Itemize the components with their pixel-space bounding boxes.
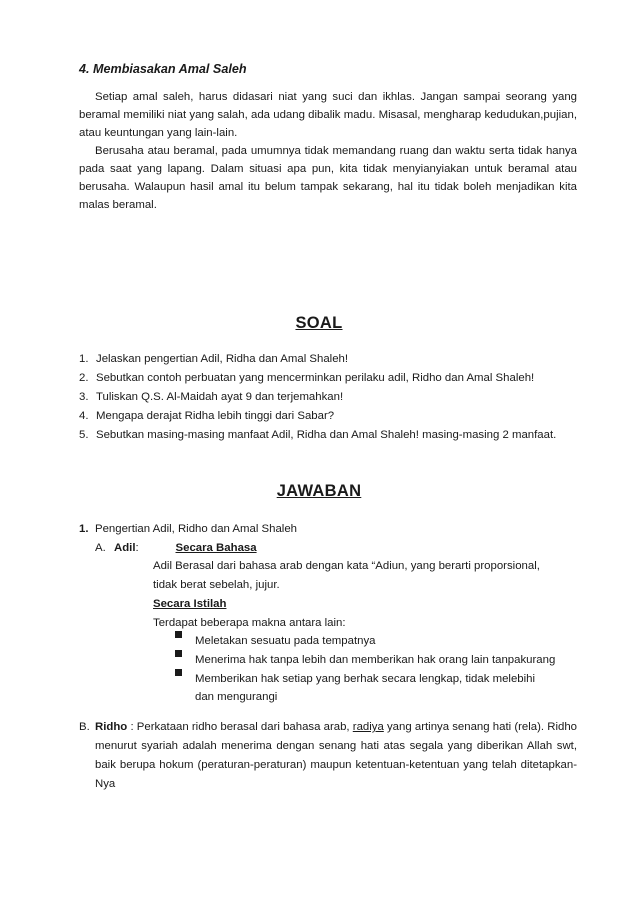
list-item	[79, 407, 599, 426]
bullet-list	[153, 632, 599, 707]
list-number: 5.	[79, 429, 89, 441]
list-text: Tuliskan Q.S. Al-Maidah ayat 9 dan terjemahkan!	[96, 391, 344, 403]
list-item	[79, 388, 599, 407]
list-text: Sebutkan masing-masing manfaat Adil, Ridha dan Amal Shaleh! masing-masing 2 manfaat.	[96, 429, 557, 441]
ridho-arabic-word: radiya	[352, 721, 384, 733]
adil-row	[79, 539, 599, 558]
soal-list	[79, 350, 599, 445]
bullet-text: Memberikan hak setiap yang berhak secara lengkap, tidak melebihi	[195, 672, 536, 685]
list-item	[79, 369, 599, 388]
sub-label: B.	[79, 721, 90, 733]
adil-separator: :	[135, 541, 139, 554]
paragraph: Berusaha atau beramal, pada umumnya tidak memandang ruang dan waktu serta tidak hanya pada saat yang lapang. Dalam situasi apa pun, kita tidak menyianyiakan untuk beramal atau berusaha. Walaupun hasil amal itu belum tampak sekarang, hal itu tidak boleh menjadikan kita malas beramal.	[79, 145, 577, 211]
jawaban-content	[79, 520, 599, 707]
bullet-text: Meletakan sesuatu pada tempatnya	[195, 635, 376, 648]
list-item	[175, 651, 599, 670]
jawaban-heading: JAWABAN	[276, 482, 362, 500]
text-line: tidak berat sebelah, jujur.	[153, 579, 280, 592]
adil-definition	[79, 557, 599, 707]
ridho-paragraph	[79, 718, 577, 794]
adil-term: Adil	[114, 541, 136, 554]
list-number: 4.	[79, 410, 89, 422]
text-line: Adil Berasal dari bahasa arab dengan kata “Adiun, yang berarti proporsional,	[153, 560, 540, 573]
bullet-continuation: dan mengurangi	[195, 691, 278, 704]
sub-label: A.	[95, 541, 106, 554]
paragraph: Setiap amal saleh, harus didasari niat yang suci dan ikhlas. Jangan sampai seorang yang beramal memiliki niat yang salah, ada udang dibalik madu. Misasal, mengharap kedudukan,pujian, atau keuntungan yang lain-lain.	[79, 91, 577, 139]
istilah-intro: Terdapat beberapa makna antara lain:	[153, 616, 346, 629]
list-text: Sebutkan contoh perbuatan yang mencerminkan perilaku adil, Ridho dan Amal Shaleh!	[96, 372, 535, 384]
bullet-text: Menerima hak tanpa lebih dan memberikan hak orang lain tanpakurang	[195, 653, 556, 666]
answer-title: Pengertian Adil, Ridho dan Amal Shaleh	[95, 523, 298, 535]
soal-heading: SOAL	[295, 314, 343, 332]
square-bullet-icon	[175, 631, 182, 638]
list-item	[79, 426, 599, 445]
list-number: 2.	[79, 372, 89, 384]
section-paragraphs	[79, 88, 577, 214]
answer-item	[79, 520, 599, 539]
istilah-heading: Secara Istilah	[153, 597, 227, 610]
ridho-text: : Perkataan ridho berasal dari bahasa arab,	[127, 721, 353, 733]
list-text: Mengapa derajat Ridha lebih tinggi dari Sabar?	[96, 410, 335, 422]
list-text: Jelaskan pengertian Adil, Ridha dan Amal Shaleh!	[96, 353, 349, 365]
ridho-term: Ridho	[95, 721, 128, 733]
list-item	[175, 632, 599, 651]
list-item	[79, 350, 599, 369]
square-bullet-icon	[175, 650, 182, 657]
ridho-text: yang artinya senang hati (rela). Ridho menurut syariah adalah menerima dengan senang hati atas segala yang diberikan Allah swt, baik berupa hokum (peraturan-peraturan) maupun ketentuan-ketentuan yang telah ditetapkan-Nya	[95, 721, 577, 790]
section-title: 4. Membiasakan Amal Saleh	[79, 62, 247, 76]
bahasa-heading: Secara Bahasa	[175, 541, 257, 554]
list-number: 1.	[79, 353, 89, 365]
answer-number: 1.	[79, 523, 89, 535]
square-bullet-icon	[175, 669, 182, 676]
list-number: 3.	[79, 391, 89, 403]
list-item	[175, 670, 599, 689]
